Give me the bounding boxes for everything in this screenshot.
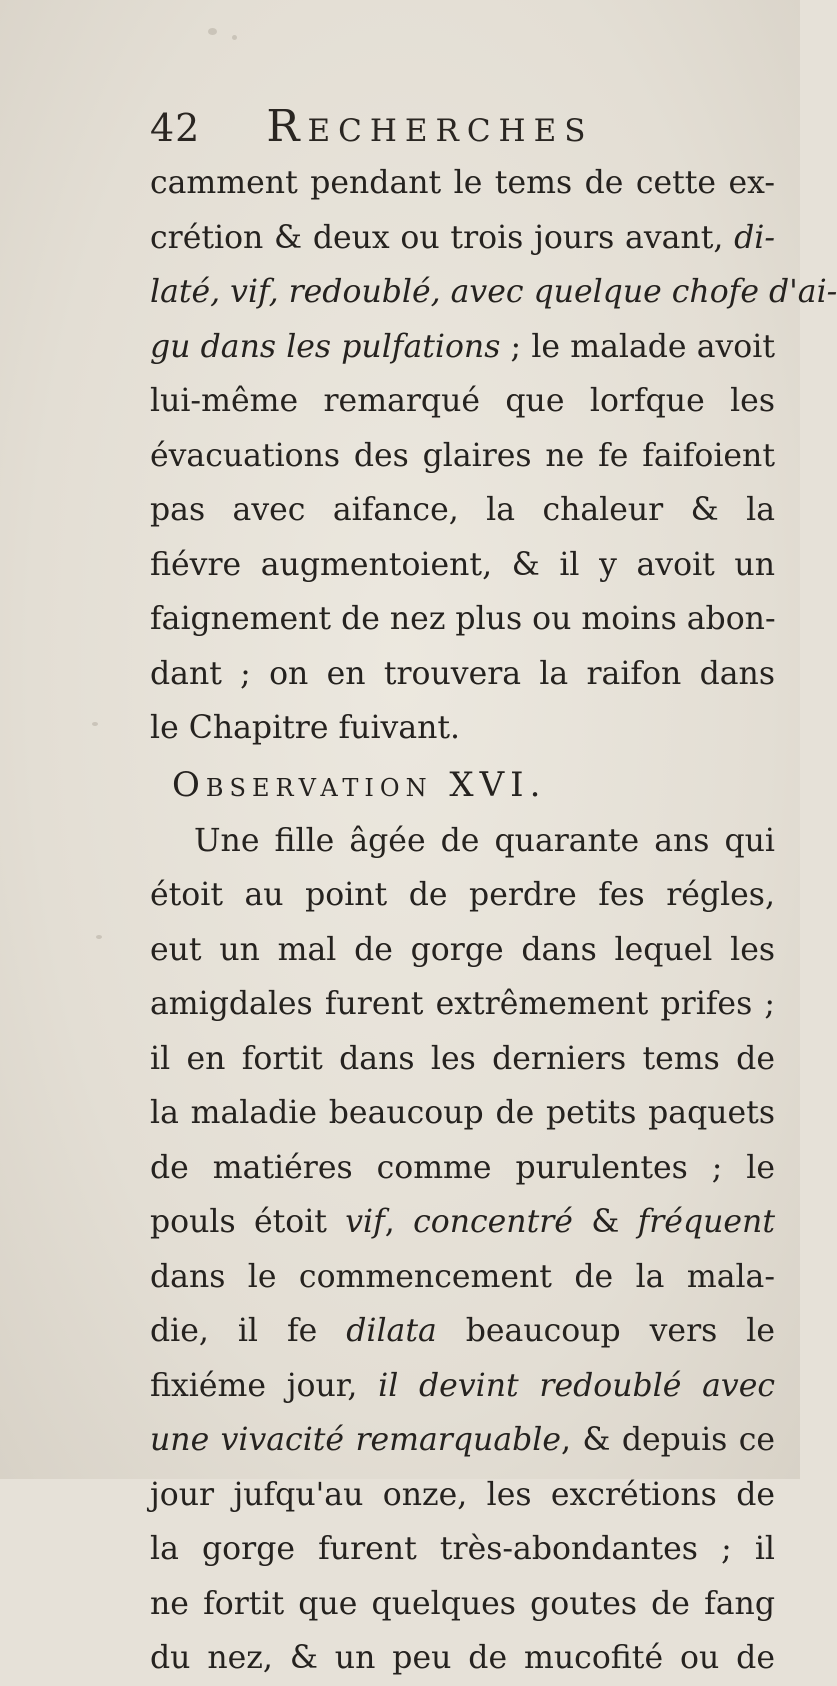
running-title: Recherches (266, 101, 594, 152)
italic-fragment: laté, vif, redoublé, avec quelque chofe d'ai- (150, 274, 837, 310)
text-fragment: fixiéme jour, (150, 1367, 379, 1404)
italic-fragment: dilata (346, 1313, 437, 1349)
text-line: lui-même remarqué que lorfque les (150, 383, 775, 419)
text-line: pas avec aifance, la chaleur & la (150, 492, 775, 528)
paper-spot (92, 722, 98, 726)
text-line (150, 1413, 775, 1468)
text-line (150, 1195, 775, 1250)
text-line (150, 1304, 775, 1359)
text-line (150, 265, 837, 320)
text-line: la gorge furent très-abondantes ; il (150, 1531, 775, 1567)
text-fragment: beaucoup vers le (436, 1313, 775, 1349)
text-line: Une fille âgée de quarante ans qui (194, 822, 775, 859)
text-fragment: ; le malade avoit (500, 328, 775, 365)
text-line: jour jufqu'au onze, les excrétions de (150, 1476, 775, 1513)
text-fragment: die, il fe (150, 1313, 347, 1349)
page-header (150, 101, 593, 151)
text-line: il en fortit dans les derniers tems de (150, 1040, 775, 1077)
text-line: étoit au point de perdre fes régles, (150, 877, 775, 913)
text-line: le Chapitre fuivant. (150, 710, 461, 746)
italic-fragment: fréquent (637, 1204, 775, 1240)
text-line (150, 1359, 775, 1414)
italic-fragment: di- (734, 219, 775, 256)
italic-fragment: une vivacité remarquable (150, 1422, 561, 1458)
italic-fragment: il devint redoublé avec (378, 1367, 775, 1404)
text-fragment: crétion & deux ou trois jours avant, (150, 219, 735, 256)
page-number: 42 (150, 106, 201, 150)
text-line: dant ; on en trouvera la raifon dans (150, 655, 775, 692)
observation-title: Observation XVI. (172, 764, 547, 805)
italic-fragment: concentré (413, 1204, 573, 1240)
text-fragment: , & depuis ce (560, 1422, 775, 1458)
text-line: fiévre augmentoient, & il y avoit un (150, 546, 775, 583)
body-text (150, 156, 837, 1686)
text-line: du nez, & un peu de mucofité ou de (150, 1640, 775, 1676)
text-line (150, 320, 775, 375)
text-line: évacuations des glaires ne fe faifoient (150, 437, 775, 474)
text-line: faignement de nez plus ou moins abon- (150, 601, 776, 637)
text-line: la maladie beaucoup de petits paquets (150, 1095, 775, 1131)
text-line: de matiéres comme purulentes ; le (150, 1149, 775, 1186)
text-line: camment pendant le tems de cette ex- (150, 165, 775, 201)
text-fragment: & (572, 1204, 638, 1240)
text-line: eut un mal de gorge dans lequel les (150, 931, 775, 968)
text-fragment: pouls étoit (150, 1204, 346, 1240)
italic-fragment: vif (345, 1204, 385, 1240)
italic-fragment: gu dans les pulfations (150, 328, 501, 365)
paper-spot (232, 35, 237, 40)
text-line (150, 211, 775, 266)
text-fragment: , (384, 1204, 414, 1240)
text-line: dans le commencement de la mala- (150, 1258, 775, 1295)
text-line: ne fortit que quelques goutes de fang (150, 1585, 775, 1622)
text-line: amigdales furent extrêmement prifes ; (150, 986, 775, 1022)
paper-spot (96, 935, 102, 939)
paper-spot (208, 28, 217, 35)
